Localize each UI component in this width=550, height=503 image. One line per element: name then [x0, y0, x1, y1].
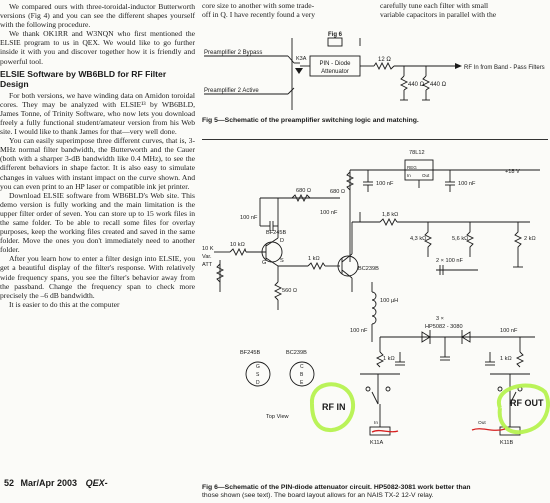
label-preamp-bypass: Preamplifier 2 Bypass	[204, 50, 263, 56]
label-10k-var: 10 K	[202, 246, 214, 252]
label-pin-g: G	[262, 260, 267, 266]
label-reg-in: In	[407, 173, 411, 178]
fig6-title: Fig 6	[328, 32, 343, 38]
label-100nf-4: 100 nF	[320, 210, 338, 216]
label-pkg-bc239b: BC239B	[286, 350, 307, 356]
label-reg-out: Out	[422, 173, 430, 178]
label-78l12: 78L12	[409, 150, 425, 156]
label-k11a: K11A	[370, 440, 384, 446]
paragraph-winding-data: For both versions, we have winding data on Amidon toroidal cores. They may be analyzed with ELSIE¹³ by WB6BLD, James Tonne, of Trinity Software, who now lets you download freely a fully functional student/amateur version from his Web site. I would like to thank James for that—very well done.	[0, 90, 195, 137]
label-440-ohm-a: 440 Ω	[408, 82, 425, 88]
label-hp5082: HP5082 - 3080	[425, 324, 463, 330]
label-pkg2-pin-b: B	[300, 372, 304, 378]
label-k3a: K3A	[296, 56, 307, 62]
label-top-view: Top View	[266, 414, 289, 420]
label-var: Var.	[202, 254, 212, 260]
label-pkg1-pin-g: G	[256, 364, 260, 370]
label-100nf-2: 100 nF	[458, 181, 476, 187]
label-2k: 2 kΩ	[524, 236, 536, 242]
continued-text-left-1: core size to another with some trade-	[202, 1, 315, 10]
label-100nf-5: 100 nF	[350, 328, 368, 334]
label-680-ohm-a: 680 Ω	[330, 189, 346, 195]
label-rf-in-bandpass: RF In from Band - Pass Filters	[464, 65, 545, 71]
label-12-ohm: 12 Ω	[378, 57, 391, 63]
page-footer	[4, 478, 108, 488]
left-text-column	[0, 0, 195, 309]
red-underlines	[372, 429, 505, 432]
handwritten-rf-in: RF IN	[322, 402, 346, 412]
issue-date: Mar/Apr 2003	[20, 478, 78, 488]
label-preamp-active: Preamplifier 2 Active	[204, 88, 259, 94]
label-in-small: In	[374, 421, 379, 426]
box-pin-diode: PIN - Diode	[319, 61, 351, 67]
label-bc239b: BC239B	[358, 266, 379, 272]
label-100nf-3: 100 nF	[240, 215, 258, 221]
paragraph-download: Download ELSIE software from WB6BLD's Web site. This demo version is fully working and the main limitation is the upper filter order of seven. You can store up to 15 work files in the same folder. To be able to recall some files for overlay purposes, keep the working files created and saved in the same folder. Move the ones you don't immediately need to another folder.	[0, 190, 195, 255]
label-100nf-1: 100 nF	[376, 181, 394, 187]
label-680-ohm-b: 680 Ω	[296, 188, 312, 194]
label-att: ATT	[202, 262, 213, 268]
label-3x: 3 ×	[436, 316, 444, 322]
label-pin-s: S	[280, 258, 284, 264]
fig6-caption-line1: Fig 6—Schematic of the PIN-diode attenuator circuit. HP5082-3081 work better than	[202, 484, 471, 491]
label-pkg-bf245b: BF245B	[240, 350, 261, 356]
handwritten-rf-out: RF OUT	[510, 398, 544, 408]
label-18v: +18 V	[505, 169, 520, 175]
pin-diode-attenuator-schematic	[200, 142, 550, 482]
label-pkg1-pin-d: D	[256, 380, 260, 386]
label-bf245b: BF245B	[266, 230, 287, 236]
label-1k-b: 1 kΩ	[383, 356, 395, 362]
caption-rule	[202, 139, 548, 140]
label-1k-c: 1 kΩ	[500, 356, 512, 362]
fig6-caption	[202, 484, 548, 501]
label-pkg2-pin-e: E	[300, 380, 304, 386]
section-heading-elsie: ELSIE Software by WB6BLD for RF Filter Design	[0, 68, 167, 89]
continued-text-right-1: carefully tune each filter with small	[380, 1, 489, 10]
label-2x100nf: 2 × 100 nF	[436, 258, 463, 264]
fig6-caption-line2: those shown (see text). The board layout allows for an NAIS TX-2 12-V relay.	[202, 492, 434, 500]
paragraph-computer: It is easier to do this at the computer	[9, 299, 120, 309]
label-10k: 10 kΩ	[230, 242, 245, 248]
fig5-caption: Fig 5—Schematic of the preamplifier switching logic and matching.	[202, 117, 419, 124]
label-out-small: Out	[478, 421, 486, 426]
paragraph-superimpose: You can easily superimpose three different curves, that is, 3-MHz normal filter bandwidth, the Butterworth and the Cauer (both with a sharper 3-dB bandwidth like 0.4 MHz), to see the different behaviors in shape factor. It is also easy to simulate changes in values with instant impact on the curve shown. And you can even print to an HP laser or compatible ink jet printer.	[0, 136, 195, 191]
page-number: 52	[4, 478, 15, 488]
label-pkg1-pin-s: S	[256, 372, 260, 378]
label-pin-d: D	[280, 238, 285, 244]
highlight-marks	[312, 384, 548, 432]
label-reg: REG	[407, 165, 417, 170]
label-440-ohm-b: 440 Ω	[430, 82, 447, 88]
label-560-ohm: 560 Ω	[282, 288, 298, 294]
continued-text-left-2: off in Q. I have recently found a very	[202, 10, 316, 19]
label-5-6k: 5,6 kΩ	[452, 236, 469, 242]
paragraph-thanks: We thank OK1RR and W3NQN who first mentioned the ELSIE program to us in QEX. We would like to go further inside it with you and discover together how it is friendly and powerful tool.	[0, 29, 195, 66]
label-1-8k: 1,8 kΩ	[382, 212, 399, 218]
label-1k-a: 1 kΩ	[308, 256, 320, 262]
label-pkg2-pin-c: C	[300, 364, 304, 370]
paragraph-filter-design: After you learn how to enter a filter design into ELSIE, you get a beautiful display of the filter's response. With relatively wide frequency spans, you see the filter's behavior away from the passband. Change the frequency span to check more precisely the –6 dB bandwidth.	[0, 254, 195, 300]
box-attenuator: Attenuator	[321, 69, 349, 75]
label-4-3k: 4,3 kΩ	[410, 236, 427, 242]
preamp-switching-schematic	[200, 28, 550, 113]
label-100uh: 100 µH	[380, 298, 399, 304]
continued-text-right-2: variable capacitors in parallel with the	[380, 10, 497, 19]
label-k11b: K11B	[500, 440, 514, 446]
label-100nf-6: 100 nF	[500, 328, 518, 334]
paragraph-butterworth-comparison: We compared ours with three-toroidal-inductor Butterworth versions (Fig 4) and you can see the different shapes yourself with the following procedure.	[0, 2, 195, 30]
qex-logo: QEX-	[85, 478, 108, 488]
